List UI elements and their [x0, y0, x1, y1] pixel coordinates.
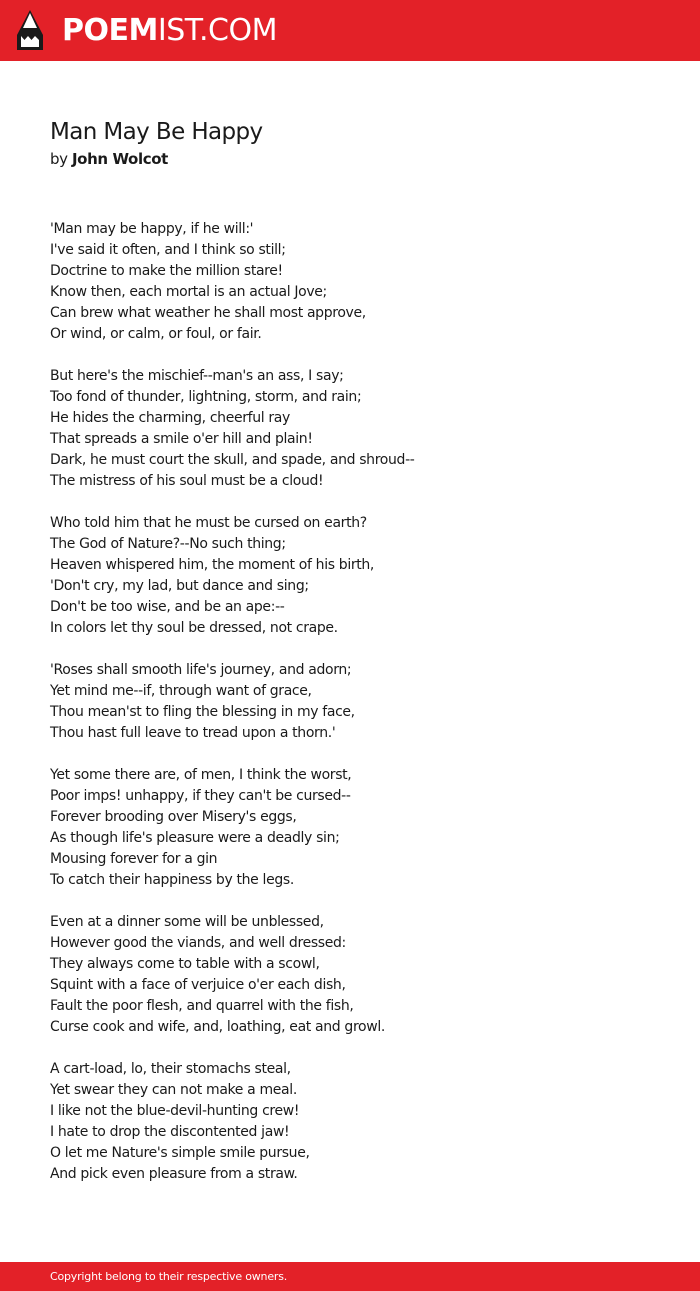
poem-line: Thou hast full leave to tread upon a thorn.' — [50, 725, 336, 741]
poem-line: Squint with a face of verjuice o'er each dish, — [50, 977, 346, 993]
copyright-notice: Copyright belong to their respective owners. — [50, 1270, 288, 1283]
poem-line: And pick even pleasure from a straw. — [50, 1166, 298, 1182]
poem-line: Doctrine to make the million stare! — [50, 263, 283, 279]
poem-line: Fault the poor flesh, and quarrel with the fish, — [50, 998, 354, 1014]
poem-line: 'Roses shall smooth life's journey, and adorn; — [50, 662, 352, 678]
poem-line: He hides the charming, cheerful ray — [50, 410, 290, 426]
site-header — [0, 0, 700, 61]
poem-line: I've said it often, and I think so still; — [50, 242, 286, 258]
pencil-tip-icon[interactable] — [17, 9, 43, 51]
poem-line: That spreads a smile o'er hill and plain! — [50, 431, 313, 447]
poem-line: Can brew what weather he shall most approve, — [50, 305, 366, 321]
poem-line: Who told him that he must be cursed on earth? — [50, 515, 367, 531]
poem-line: Yet some there are, of men, I think the worst, — [50, 767, 352, 783]
poem-line: 'Don't cry, my lad, but dance and sing; — [50, 578, 309, 594]
poem-stanza — [50, 1059, 650, 1185]
poem-line: The mistress of his soul must be a cloud! — [50, 473, 324, 489]
by-label: by — [50, 150, 68, 168]
poem-stanza — [50, 513, 650, 639]
poem-line: Forever brooding over Misery's eggs, — [50, 809, 297, 825]
poem-line: As though life's pleasure were a deadly sin; — [50, 830, 340, 846]
poem-line: O let me Nature's simple smile pursue, — [50, 1145, 310, 1161]
site-logo[interactable] — [62, 13, 277, 49]
poem-line: Dark, he must court the skull, and spade, and shroud-- — [50, 452, 415, 468]
poem-line: To catch their happiness by the legs. — [50, 872, 294, 888]
poem-line: Too fond of thunder, lightning, storm, and rain; — [50, 389, 362, 405]
poem-line: Don't be too wise, and be an ape:-- — [50, 599, 285, 615]
poem-line: Mousing forever for a gin — [50, 851, 218, 867]
logo-brand-light: IST.COM — [157, 13, 277, 48]
poem-line: A cart-load, lo, their stomachs steal, — [50, 1061, 291, 1077]
poem-line: In colors let thy soul be dressed, not crape. — [50, 620, 338, 636]
poem-stanza — [50, 765, 650, 891]
poem-line: Curse cook and wife, and, loathing, eat and growl. — [50, 1019, 386, 1035]
poem-body — [50, 219, 650, 1206]
poem-line: Even at a dinner some will be unblessed, — [50, 914, 324, 930]
poem-line: 'Man may be happy, if he will:' — [50, 221, 254, 237]
poem-line: But here's the mischief--man's an ass, I say; — [50, 368, 344, 384]
poem-stanza — [50, 219, 650, 345]
logo-brand-bold: POEM — [62, 13, 158, 48]
author-name[interactable]: John Wolcot — [71, 150, 168, 168]
poem-stanza — [50, 366, 650, 492]
poem-line: Or wind, or calm, or foul, or fair. — [50, 326, 262, 342]
poem-line: Yet mind me--if, through want of grace, — [50, 683, 312, 699]
poem-line: I hate to drop the discontented jaw! — [50, 1124, 290, 1140]
poem-stanza — [50, 912, 650, 1038]
poem-line: Poor imps! unhappy, if they can't be cursed-- — [50, 788, 351, 804]
poem-line: Yet swear they can not make a meal. — [50, 1082, 297, 1098]
poem-line: Heaven whispered him, the moment of his birth, — [50, 557, 375, 573]
site-footer — [0, 1262, 700, 1291]
poem-line: The God of Nature?--No such thing; — [50, 536, 286, 552]
poem-title: Man May Be Happy — [50, 119, 263, 145]
poem-line: However good the viands, and well dressed: — [50, 935, 346, 951]
byline — [50, 148, 168, 170]
poem-line: I like not the blue-devil-hunting crew! — [50, 1103, 300, 1119]
poem-line: They always come to table with a scowl, — [50, 956, 320, 972]
poem-line: Know then, each mortal is an actual Jove; — [50, 284, 327, 300]
poem-line: Thou mean'st to fling the blessing in my face, — [50, 704, 355, 720]
poem-stanza — [50, 660, 650, 744]
